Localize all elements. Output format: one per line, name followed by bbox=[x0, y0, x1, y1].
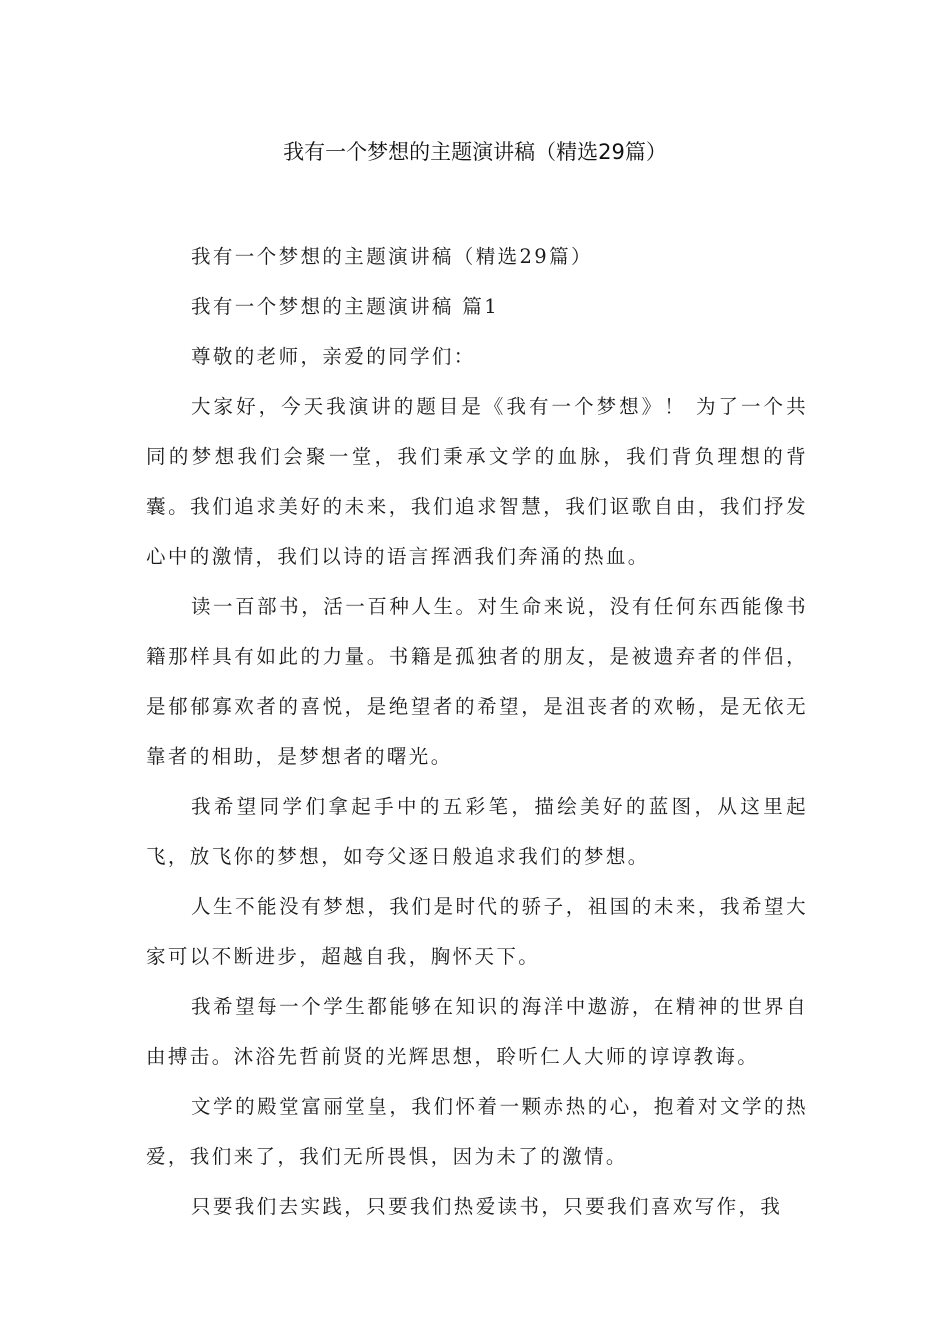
salutation-paragraph: 尊敬的老师，亲爱的同学们： bbox=[191, 345, 476, 368]
body-paragraph: 文学的殿堂富丽堂皇，我们怀着一颗赤热的心，抱着对文学的热爱，我们来了，我们无所畏惧，因为未了的激情。 bbox=[146, 1095, 808, 1168]
document-title: 我有一个梦想的主题演讲稿（精选29篇） bbox=[283, 140, 667, 164]
body-paragraph: 人生不能没有梦想，我们是时代的骄子，祖国的未来，我希望大家可以不断进步，超越自我，胸怀天下。 bbox=[146, 895, 808, 968]
section-heading: 我有一个梦想的主题演讲稿 篇1 bbox=[191, 295, 500, 318]
body-paragraph: 读一百部书，活一百种人生。对生命来说，没有任何东西能像书籍那样具有如此的力量。书籍是孤独者的朋友，是被遗弃者的伴侣，是郁郁寡欢者的喜悦，是绝望者的希望，是沮丧者的欢畅，是无依无靠者的相助，是梦想者的曙光。 bbox=[146, 595, 808, 768]
subtitle-paragraph: 我有一个梦想的主题演讲稿（精选29篇） bbox=[191, 245, 593, 268]
body-paragraph: 我希望同学们拿起手中的五彩笔，描绘美好的蓝图，从这里起飞，放飞你的梦想，如夸父逐日般追求我们的梦想。 bbox=[146, 795, 808, 868]
document-body bbox=[146, 232, 808, 1232]
body-paragraph: 我希望每一个学生都能够在知识的海洋中遨游，在精神的世界自由搏击。沐浴先哲前贤的光辉思想，聆听仁人大师的谆谆教诲。 bbox=[146, 995, 808, 1068]
body-paragraph: 只要我们去实践，只要我们热爱读书，只要我们喜欢写作，我 bbox=[191, 1195, 783, 1218]
body-paragraph: 大家好，今天我演讲的题目是《我有一个梦想》！ 为了一个共同的梦想我们会聚一堂，我们秉承文学的血脉，我们背负理想的背囊。我们追求美好的未来，我们追求智慧，我们讴歌自由，我们抒发心中的激情，我们以诗的语言挥洒我们奔涌的热血。 bbox=[146, 395, 808, 568]
